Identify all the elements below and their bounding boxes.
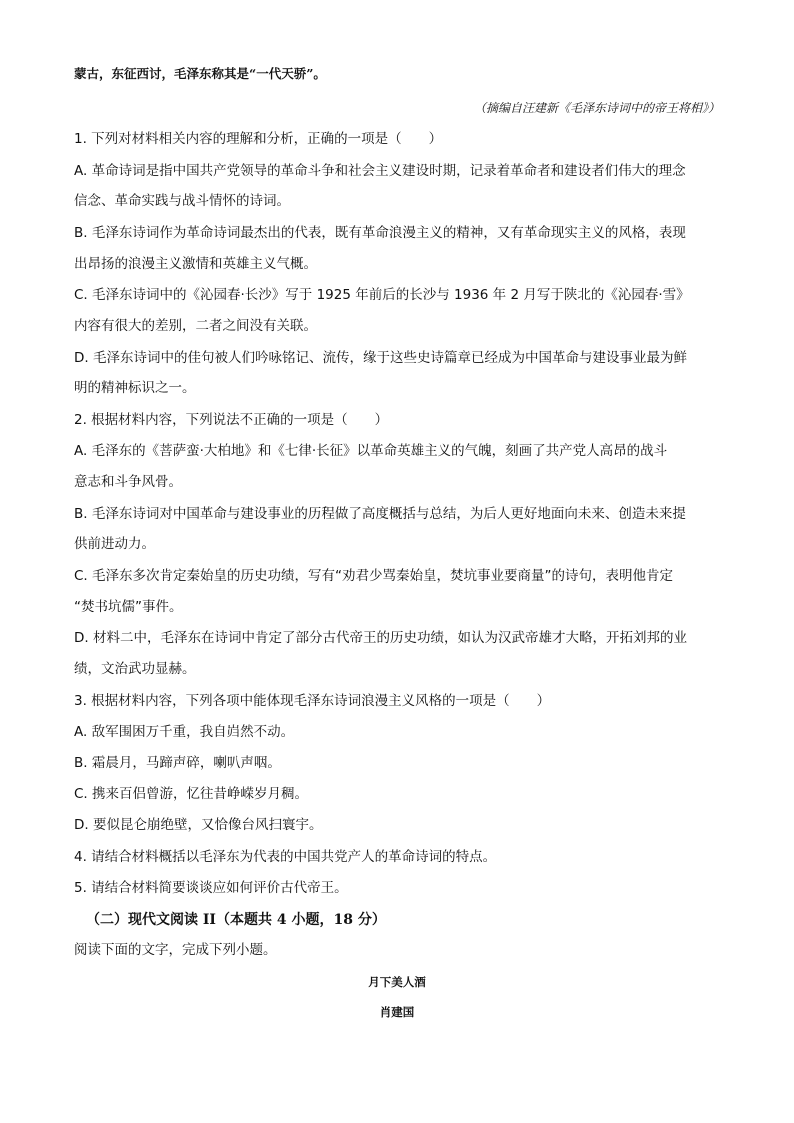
question-2-option-a-cont: 意志和斗争风骨。 (74, 474, 182, 490)
material-tail-text: 蒙古，东征西讨，毛泽东称其是“一代天骄”。 (74, 66, 326, 81)
section-2-instruction: 阅读下面的文字，完成下列小题。 (74, 942, 277, 958)
question-1-stem: 1. 下列对材料相关内容的理解和分析，正确的一项是（ ） (74, 131, 443, 147)
question-3-option-c: C. 携来百侣曾游，忆往昔峥嵘岁月稠。 (74, 786, 309, 802)
question-1-option-a-cont: 信念、革命实践与战斗情怀的诗词。 (74, 193, 290, 209)
article-title: 月下美人酒 (368, 975, 426, 989)
question-2-option-b: B. 毛泽东诗词对中国革命与建设事业的历程做了高度概括与总结，为后人更好地面向未来、创造未来提 (74, 506, 686, 522)
question-3-option-a: A. 敌军围困万千重，我自岿然不动。 (74, 724, 295, 740)
question-1-option-c: C. 毛泽东诗词中的《沁园春·长沙》写于 1925 年前后的长沙与 1936 年 2 月写于陕北的《沁园春·雪》 (74, 287, 690, 303)
question-1-option-a: A. 革命诗词是指中国共产党领导的革命斗争和社会主义建设时期，记录着革命者和建设者们伟大的理念 (74, 163, 686, 179)
question-4-stem: 4. 请结合材料概括以毛泽东为代表的中国共党产人的革命诗词的特点。 (74, 849, 497, 865)
question-1-option-b: B. 毛泽东诗词作为革命诗词最杰出的代表，既有革命浪漫主义的精神，又有革命现实主义的风格，表现 (74, 225, 686, 241)
question-1-option-b-cont: 出昂扬的浪漫主义激情和英雄主义气概。 (74, 256, 317, 272)
question-3-option-b: B. 霜晨月，马蹄声碎，喇叭声咽。 (74, 755, 281, 771)
section-2-title: （二）现代文阅读 II（本题共 4 小题，18 分） (86, 912, 386, 928)
question-1-option-d: D. 毛泽东诗词中的佳句被人们吟咏铭记、流传，缘于这些史诗篇章已经成为中国革命与建设事业最为鲜 (74, 350, 687, 366)
question-2-option-a: A. 毛泽东的《菩萨蛮·大柏地》和《七律·长征》以革命英雄主义的气魄，刻画了共产党人高昂的战斗 (74, 443, 668, 459)
question-3-option-d: D. 要似昆仑崩绝壁，又恰像台风扫寰宇。 (74, 817, 323, 833)
question-2-option-b-cont: 供前进动力。 (74, 536, 155, 552)
question-1-option-d-cont: 明的精神标识之一。 (74, 380, 196, 396)
question-1-option-c-cont: 内容有很大的差别，二者之间没有关联。 (74, 318, 317, 334)
article-author: 肖建国 (379, 1005, 415, 1019)
question-3-stem: 3. 根据材料内容，下列各项中能体现毛泽东诗词浪漫主义风格的一项是（ ） (74, 693, 551, 709)
question-2-option-c-cont: “焚书坑儒”事件。 (74, 599, 183, 615)
question-2-option-d: D. 材料二中，毛泽东在诗词中肯定了部分古代帝王的历史功绩，如认为汉武帝雄才大略，开拓刘邦的业 (74, 630, 687, 646)
question-5-stem: 5. 请结合材料简要谈谈应如何评价古代帝王。 (74, 880, 348, 896)
material-source: （摘编自汪建新《毛泽东诗词中的帝王将相》） (473, 101, 720, 115)
question-2-option-c: C. 毛泽东多次肯定秦始皇的历史功绩，写有“劝君少骂秦始皇，焚坑事业要商量”的诗句，表明他肯定 (74, 568, 673, 584)
question-2-option-d-cont: 绩，文治武功显赫。 (74, 661, 196, 677)
question-2-stem: 2. 根据材料内容，下列说法不正确的一项是（ ） (74, 412, 389, 428)
